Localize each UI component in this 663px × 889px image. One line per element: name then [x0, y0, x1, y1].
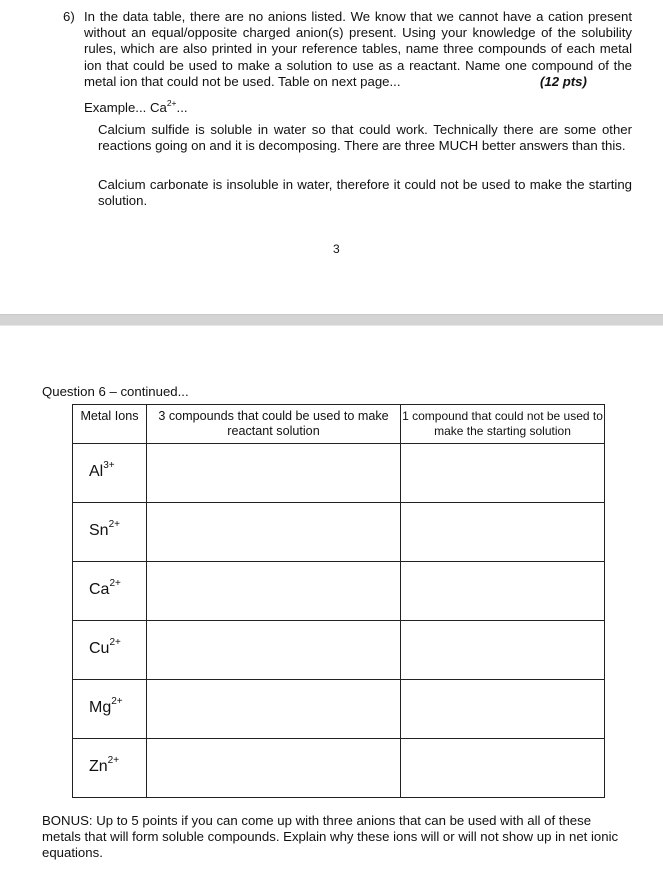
metal-ions-table [72, 404, 605, 798]
ion-symbol: Ca [89, 581, 110, 598]
answer-cell-insoluble[interactable] [401, 621, 605, 680]
example-label: Example... Ca [84, 100, 167, 115]
header-soluble-compounds: 3 compounds that could be used to make reactant solution [147, 405, 401, 444]
example-suffix: ... [176, 100, 188, 115]
answer-cell-insoluble[interactable] [401, 739, 605, 798]
answer-cell-soluble[interactable] [147, 680, 401, 739]
ion-charge: 2+ [108, 519, 120, 530]
page-separator [0, 314, 663, 326]
answer-cell-insoluble[interactable] [401, 680, 605, 739]
question-text: In the data table, there are no anions listed. We know that we cannot have a cation present without an equal/opposite charged anion(s) present. Using your knowledge of the solubility rules, which are also printed in your reference tables, name three compounds of each metal ion that could be used to make a solution to use as a reactant. Name one compound of the metal ion that could not be used. Table on next page... [84, 9, 632, 89]
page-number: 3 [333, 242, 340, 256]
table-row [73, 621, 605, 680]
example-paragraph-1: Calcium sulfide is soluble in water so that could work. Technically there are some other reactions going on and it is decomposing. There are three MUCH better answers than this. [98, 122, 632, 154]
ion-cell [73, 680, 147, 739]
answer-cell-soluble[interactable] [147, 503, 401, 562]
answer-cell-soluble[interactable] [147, 444, 401, 503]
ion-charge: 2+ [107, 755, 120, 766]
answer-cell-insoluble[interactable] [401, 562, 605, 621]
bonus-text: BONUS: Up to 5 points if you can come up with three anions that can be used with all of these metals that will form soluble compounds. Explain why these ions will or will not show up in net ionic equations. [42, 813, 619, 861]
continued-label: Question 6 – continued... [42, 384, 189, 399]
points-label: (12 pts) [540, 74, 587, 89]
example-paragraph-2: Calcium carbonate is insoluble in water, therefore it could not be used to make the starting solution. [98, 177, 632, 209]
answer-cell-soluble[interactable] [147, 621, 401, 680]
answer-cell-soluble[interactable] [147, 739, 401, 798]
table-row [73, 562, 605, 621]
header-metal-ions: Metal Ions [73, 405, 147, 444]
answer-cell-soluble[interactable] [147, 562, 401, 621]
example-line [84, 98, 188, 115]
ion-cell [73, 444, 147, 503]
table-header-row [73, 405, 605, 444]
question-number: 6) [63, 9, 75, 24]
ion-cell [73, 621, 147, 680]
ion-symbol: Mg [89, 699, 112, 716]
table-row [73, 739, 605, 798]
table-row [73, 680, 605, 739]
ion-charge: 3+ [103, 460, 115, 471]
ion-symbol: Al [89, 463, 104, 480]
ion-charge: 2+ [109, 637, 121, 648]
table-row [73, 503, 605, 562]
ion-cell [73, 562, 147, 621]
ion-cell [73, 503, 147, 562]
answer-cell-insoluble[interactable] [401, 503, 605, 562]
table-row [73, 444, 605, 503]
ion-symbol: Zn [89, 758, 108, 775]
ion-symbol: Sn [89, 522, 109, 539]
ion-charge: 2+ [111, 696, 123, 707]
ion-charge: 2+ [109, 578, 121, 589]
answer-cell-insoluble[interactable] [401, 444, 605, 503]
page-1 [0, 0, 663, 314]
header-insoluble-compound: 1 compound that could not be used to make the starting solution [401, 405, 605, 444]
ion-cell [73, 739, 147, 798]
ion-symbol: Cu [89, 640, 110, 657]
example-charge: 2+ [166, 98, 177, 108]
